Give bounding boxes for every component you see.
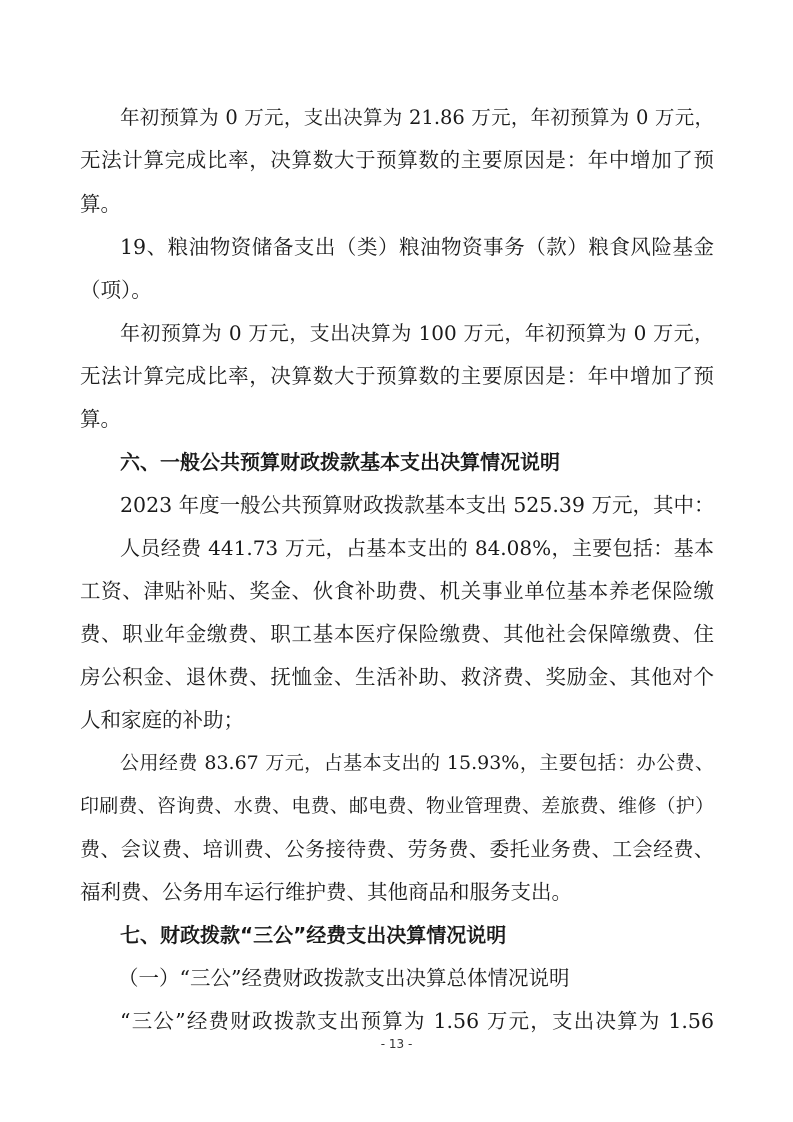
subsection-heading: （一）“三公”经费财政拨款支出决算总体情况说明 [118, 966, 570, 990]
paragraph-line: 公用经费 83.67 万元，占基本支出的 15.93%，主要包括：办公费、 [120, 752, 714, 774]
paragraph-line: 算。 [80, 407, 121, 431]
paragraph-line: 人员经费 441.73 万元，占基本支出的 84.08%，主要包括：基本 [120, 536, 714, 560]
paragraph-line: 无法计算完成比率，决算数大于预算数的主要原因是：年中增加了预 [80, 148, 714, 172]
paragraph-line: 人和家庭的补助； [80, 708, 244, 732]
paragraph-line: 年初预算为 0 万元，支出决算为 21.86 万元，年初预算为 0 万元， [120, 106, 714, 129]
paragraph-line: （项）。 [80, 278, 152, 302]
page-number: - 13 - [380, 1037, 413, 1051]
section-heading: 七、财政拨款“三公”经费支出决算情况说明 [120, 923, 507, 947]
paragraph-line: 年初预算为 0 万元，支出决算为 100 万元，年初预算为 0 万元， [120, 321, 714, 345]
paragraph-line: 无法计算完成比率，决算数大于预算数的主要原因是：年中增加了预 [80, 364, 714, 388]
paragraph-line: 算。 [80, 192, 121, 216]
paragraph-line: 费、职业年金缴费、职工基本医疗保险缴费、其他社会保障缴费、住 [80, 622, 714, 646]
paragraph-line: 工资、津贴补贴、奖金、伙食补助费、机关事业单位基本养老保险缴 [80, 579, 714, 603]
paragraph-line: 印刷费、咨询费、水费、电费、邮电费、物业管理费、差旅费、维修（护） [80, 795, 714, 817]
paragraph-line: 费、会议费、培训费、公务接待费、劳务费、委托业务费、工会经费、 [80, 837, 714, 861]
paragraph-line: 房公积金、退休费、抚恤金、生活补助、救济费、奖励金、其他对个 [80, 665, 714, 689]
paragraph-line: 2023 年度一般公共预算财政拨款基本支出 525.39 万元，其中： [120, 493, 715, 517]
paragraph-line: “三公”经费财政拨款支出预算为 1.56 万元，支出决算为 1.56 [120, 1009, 714, 1033]
section-heading: 六、一般公共预算财政拨款基本支出决算情况说明 [120, 450, 560, 474]
paragraph-line: 福利费、公务用车运行维护费、其他商品和服务支出。 [80, 880, 572, 904]
paragraph-line: 19、粮油物资储备支出（类）粮油物资事务（款）粮食风险基金 [120, 235, 714, 259]
